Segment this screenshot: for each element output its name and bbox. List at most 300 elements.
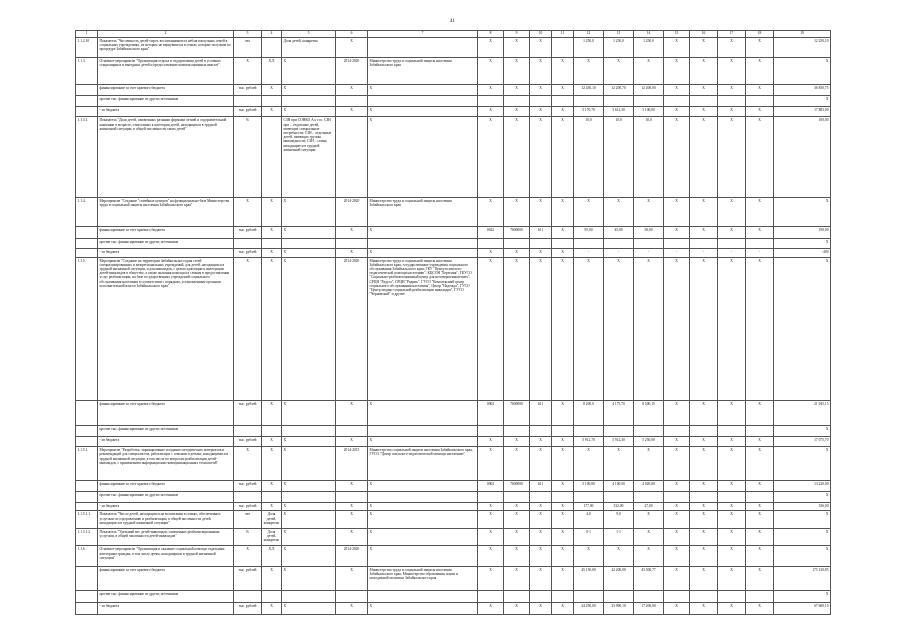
table-cell: Х [718, 117, 746, 198]
table-row [76, 238, 831, 248]
table-cell: 1 250,0 [604, 37, 634, 57]
table-cell: Х [262, 480, 282, 491]
table-cell: Х [574, 57, 604, 84]
table-cell: Х [478, 198, 504, 227]
table-cell: 1.1.5.1.1. [76, 511, 98, 529]
table-cell: 67 600,10 [774, 602, 831, 614]
table-row [76, 447, 831, 481]
table-cell: Х [746, 566, 774, 591]
table-cell: Х [262, 437, 282, 447]
table-cell: Х [718, 37, 746, 57]
table-cell: Х [282, 57, 336, 84]
table-cell: 5 250,00 [634, 437, 664, 447]
table-cell: Х [690, 401, 718, 426]
table-cell: Х [282, 528, 336, 546]
table-cell: Х [552, 602, 574, 614]
table-cell [552, 238, 574, 248]
table-cell: Х [478, 37, 504, 57]
table-cell: Показатель "Число детей, находящихся на воспитании в семьях, обеспеченных услугами по оздоровлению и реабилитации, в общей численности детей, находящихся в трудной жизненной ситуации" [98, 511, 234, 529]
table-cell: 1 250,0 [634, 37, 664, 57]
table-cell: Х [282, 107, 336, 117]
table-cell: Х [336, 248, 368, 257]
table-cell: Х [282, 480, 336, 491]
table-cell [76, 591, 98, 602]
table-cell: 4,0 [574, 511, 604, 529]
table-cell: Х [774, 57, 831, 84]
table-cell [76, 492, 98, 503]
table-cell: 5 912,70 [574, 437, 604, 447]
table-cell [552, 96, 574, 107]
table-cell [634, 425, 664, 436]
table-cell: прочие тыс. финансирование из других источников [98, 96, 234, 107]
table-cell [604, 96, 634, 107]
table-cell: Х [530, 198, 552, 227]
table-cell [718, 591, 746, 602]
table-cell: Х [368, 528, 478, 546]
table-cell: Х [664, 107, 690, 117]
table-cell: Х [478, 503, 504, 511]
table-cell: Министерство труда и социальной защиты населения Забайкальского края [368, 198, 478, 227]
table-cell: Х [774, 425, 831, 436]
table-cell: финансирование за счет краевого бюджета [98, 566, 234, 591]
table-cell [530, 238, 552, 248]
table-cell [76, 84, 98, 95]
table-cell: - [634, 248, 664, 257]
table-cell: 17 075,70 [774, 437, 831, 447]
table-cell: 100,00 [774, 117, 831, 198]
table-cell: Х [262, 84, 282, 95]
table-cell: тыс. рублей [234, 480, 262, 491]
table-cell: 12 250,10 [774, 37, 831, 57]
table-cell: тыс. рублей [234, 248, 262, 257]
table-cell: 1-1 [604, 528, 634, 546]
table-cell [690, 238, 718, 248]
table-cell: Х [664, 602, 690, 614]
table-cell [664, 492, 690, 503]
table-cell: Х [478, 84, 504, 95]
table-cell [368, 238, 478, 248]
table-cell: 7600000 [504, 401, 530, 426]
column-number-2: 2 [98, 31, 234, 38]
table-cell: Министерство труда и социальной защиты населения Забайкальского края [368, 57, 478, 84]
table-cell: Х [336, 503, 368, 511]
table-cell [76, 96, 98, 107]
table-cell: Х [478, 57, 504, 84]
table-cell [718, 492, 746, 503]
table-cell [282, 492, 336, 503]
table-cell: - [690, 248, 718, 257]
table-cell [262, 37, 282, 57]
table-cell: тыс. рублей [234, 107, 262, 117]
table-cell: Х [574, 546, 604, 566]
table-cell: Х,Х [262, 546, 282, 566]
table-cell: Х [368, 107, 478, 117]
table-cell [282, 96, 336, 107]
table-row [76, 437, 831, 447]
table-cell [478, 425, 504, 436]
table-cell: Х [718, 602, 746, 614]
table-cell: Показатель "Удельный вес детей-инвалидов, охваченных реабилитационными услугами, в общей численности детей-инвалидов" [98, 528, 234, 546]
table-cell [282, 238, 336, 248]
table-cell [282, 425, 336, 436]
table-cell: Х [282, 602, 336, 614]
table-cell: Х [664, 437, 690, 447]
table-cell [478, 492, 504, 503]
table-row [76, 257, 831, 401]
table-cell [76, 401, 98, 426]
table-cell [664, 96, 690, 107]
table-cell [746, 591, 774, 602]
table-cell: 36 850,75 [774, 84, 831, 95]
page-number: 41 [450, 19, 455, 24]
table-cell [604, 591, 634, 602]
table-row [76, 84, 831, 95]
table-cell [368, 37, 478, 57]
table-cell [634, 492, 664, 503]
table-cell: Х [504, 198, 530, 227]
table-cell: прочие тыс. финансирование из других источников [98, 492, 234, 503]
table-cell: Х [336, 437, 368, 447]
table-cell [664, 591, 690, 602]
table-cell: Х [746, 198, 774, 227]
table-cell: Х [718, 503, 746, 511]
table-cell: Х [552, 480, 574, 491]
table-cell: 0002 [478, 401, 504, 426]
table-cell: прочие тыс. финансирование из других источников [98, 591, 234, 602]
table-cell: 7600000 [504, 227, 530, 238]
column-number-6: 6 [336, 31, 368, 38]
table-row [76, 503, 831, 511]
table-cell: Х [504, 528, 530, 546]
table-cell [262, 96, 282, 107]
table-cell: 12 200,70 [604, 84, 634, 95]
table-cell [504, 96, 530, 107]
table-cell: Х [746, 480, 774, 491]
table-cell: 4 020,00 [634, 480, 664, 491]
table-cell: 2014-2020 [336, 546, 368, 566]
table-cell: 21 945,15 [774, 401, 831, 426]
table-cell [368, 591, 478, 602]
table-cell [634, 591, 664, 602]
table-cell: - из бюджета [98, 107, 234, 117]
table-cell: Х [690, 257, 718, 401]
table-cell: 12 200,00 [634, 84, 664, 95]
table-cell [504, 492, 530, 503]
table-cell [478, 96, 504, 107]
table-cell: Х [530, 511, 552, 529]
table-cell [634, 96, 664, 107]
table-cell: Мероприятие "Создание на территории Забайкальского края сетей специализированных и межрегиональных учреждений, для детей, находящихся в трудной жизненной ситуации, и для инвалидов, с целью адаптации и интеграции детей-инвалидов в общество, а также оказания помощи их семьям в предоставлении услуг реабилитации; на базе государственных учреждений социального обслуживания населения в соответствии с порядком, установленным органами исполнительной власти Забайкальского края" [98, 257, 234, 401]
table-cell [634, 238, 664, 248]
table-cell: Х [478, 546, 504, 566]
table-cell: Х [368, 546, 478, 566]
table-cell: Х [234, 257, 262, 401]
table-cell [604, 492, 634, 503]
table-cell: Х [530, 437, 552, 447]
table-cell: Х [478, 528, 504, 546]
table-cell: Х [234, 198, 262, 227]
table-cell: Х [262, 503, 282, 511]
table-cell: Х [664, 511, 690, 529]
table-cell [76, 227, 98, 238]
table-cell [262, 492, 282, 503]
table-cell: Х [262, 602, 282, 614]
table-cell: Х [604, 546, 634, 566]
table-cell: Х [504, 257, 530, 401]
table-cell: Х [262, 566, 282, 591]
table-cell: Х [552, 117, 574, 198]
table-cell: Х [336, 566, 368, 591]
table-cell [690, 425, 718, 436]
table-cell: 175 130,85 [774, 566, 831, 591]
table-cell: - [574, 248, 604, 257]
table-cell: Х [664, 546, 690, 566]
table-cell: Х [690, 503, 718, 511]
table-cell [282, 591, 336, 602]
table-cell: 2014-2020 [336, 198, 368, 227]
table-cell: Х [690, 566, 718, 591]
table-cell [76, 480, 98, 491]
table-cell: Доля детей, конкретно [282, 37, 336, 57]
table-cell: Х [262, 447, 282, 481]
table-cell: Х [718, 480, 746, 491]
table-cell: - из бюджета [98, 248, 234, 257]
table-cell: 0002 [478, 480, 504, 491]
table-cell [746, 492, 774, 503]
table-cell: Х [604, 57, 634, 84]
table-cell [574, 591, 604, 602]
table-cell [368, 96, 478, 107]
table-cell: Х [690, 447, 718, 481]
table-cell: Х [690, 480, 718, 491]
table-cell: Х [336, 84, 368, 95]
table-cell: 5 100,00 [574, 480, 604, 491]
table-row [76, 107, 831, 117]
table-cell: Х [746, 546, 774, 566]
table-cell: Х [604, 447, 634, 481]
table-row [76, 492, 831, 503]
table-cell: Х [504, 566, 530, 591]
table-cell [262, 117, 282, 198]
table-cell: Основное мероприятие "Организация и оказание социальной помощи отдельным категориям граждан, в том числе детям, находящимся в трудной жизненной ситуации" [98, 546, 234, 566]
table-cell: Х [690, 107, 718, 117]
table-cell: Х [282, 401, 336, 426]
table-cell: Х [336, 37, 368, 57]
table-cell: тыс. рублей [234, 566, 262, 591]
table-cell [718, 96, 746, 107]
table-cell: Х [664, 227, 690, 238]
table-cell [746, 96, 774, 107]
table-cell [76, 437, 98, 447]
table-cell: Х [504, 107, 530, 117]
table-cell: 10,0 [604, 117, 634, 198]
table-cell: Х [282, 257, 336, 401]
table-cell: Х [718, 566, 746, 591]
column-number-1: 1 [76, 31, 98, 38]
table-cell: тыс. рублей [234, 602, 262, 614]
table-cell: Х [746, 117, 774, 198]
table-cell: Х [336, 528, 368, 546]
table-cell [604, 425, 634, 436]
table-cell [478, 591, 504, 602]
table-cell: Х [262, 198, 282, 227]
table-cell: Министерство труда и социальной защиты населения Забайкальского края, Министерство образования, науки и молодежной политики Забайкальского края [368, 566, 478, 591]
table-cell [76, 238, 98, 248]
table-cell: Х [282, 503, 336, 511]
table-cell: Х [504, 57, 530, 84]
table-cell: Х [552, 107, 574, 117]
table-cell: Х [552, 84, 574, 95]
table-cell: Х [664, 57, 690, 84]
table-cell: Х [690, 57, 718, 84]
table-cell: 7600000 [504, 480, 530, 491]
table-cell: 2014-2015 [336, 447, 368, 481]
table-cell: Х [574, 447, 604, 481]
table-cell: 1.1.2.10 [76, 37, 98, 57]
table-row [76, 602, 831, 614]
table-cell: Х [634, 198, 664, 227]
table-cell: Х [774, 492, 831, 503]
table-cell: 2014-2020 [336, 57, 368, 84]
budget-table [75, 30, 831, 615]
table-cell [478, 238, 504, 248]
table-cell: Х [634, 57, 664, 84]
table-cell: Х [774, 511, 831, 529]
table-row [76, 480, 831, 491]
table-cell: 1.1.3. [76, 57, 98, 84]
table-cell: 10,0 [574, 117, 604, 198]
table-cell: Х [368, 503, 478, 511]
table-cell: Х [746, 257, 774, 401]
table-cell: Х [718, 528, 746, 546]
table-cell [262, 591, 282, 602]
table-cell: тыс. рублей [234, 84, 262, 95]
column-number-3: 3 [234, 31, 262, 38]
table-cell: Х [504, 503, 530, 511]
table-cell: 5 170,70 [574, 107, 604, 117]
table-cell: Х [530, 602, 552, 614]
table-cell: Х [478, 257, 504, 401]
table-cell: Х [574, 198, 604, 227]
table-cell: Х [504, 37, 530, 57]
table-row [76, 401, 831, 426]
table-cell [574, 238, 604, 248]
table-cell: Х [552, 566, 574, 591]
table-cell: Х [774, 528, 831, 546]
table-cell: Х [690, 437, 718, 447]
table-cell: Х [746, 503, 774, 511]
table-cell: - из бюджета [98, 437, 234, 447]
table-cell: Х [552, 511, 574, 529]
table-row [76, 96, 831, 107]
table-cell: Х [262, 401, 282, 426]
table-cell: % [234, 117, 262, 198]
table-cell: Х [746, 602, 774, 614]
table-cell: Х [504, 117, 530, 198]
table-cell [76, 566, 98, 591]
table-cell: Х [552, 437, 574, 447]
table-cell: Х [746, 84, 774, 95]
table-cell: Х [634, 546, 664, 566]
table-cell: Х [262, 227, 282, 238]
table-cell: Х [368, 117, 478, 198]
table-cell: 95,00 [574, 227, 604, 238]
table-cell: Х [664, 37, 690, 57]
table-cell: 177,00 [574, 503, 604, 511]
table-row [76, 591, 831, 602]
table-cell: 9,0 [604, 511, 634, 529]
table-cell: 4 175,70 [604, 401, 634, 426]
table-cell: - [718, 248, 746, 257]
table-cell: 5 912,30 [604, 437, 634, 447]
table-cell: Х [664, 401, 690, 426]
table-cell: 23 900,10 [604, 602, 634, 614]
column-number-19: 19 [774, 31, 831, 38]
table-cell [368, 492, 478, 503]
column-number-12: 12 [574, 31, 604, 38]
table-cell: Х [774, 198, 831, 227]
table-cell: Х [690, 546, 718, 566]
table-cell: Х [746, 528, 774, 546]
table-cell [234, 492, 262, 503]
table-cell [262, 238, 282, 248]
table-cell: Х [552, 57, 574, 84]
table-cell: Х [282, 198, 336, 227]
table-cell: Доля детей, конкретно [262, 528, 282, 546]
table-cell: Х [368, 84, 478, 95]
table-cell [234, 591, 262, 602]
table-cell: чел [234, 37, 262, 57]
table-cell: Х [774, 96, 831, 107]
table-cell: Х [530, 503, 552, 511]
table-cell: Х [664, 198, 690, 227]
table-row [76, 37, 831, 57]
table-cell: Х [282, 227, 336, 238]
table-cell: Х [746, 511, 774, 529]
table-cell: Х [336, 480, 368, 491]
table-row [76, 511, 831, 529]
table-cell: тыс. рублей [234, 227, 262, 238]
table-cell: Х [604, 198, 634, 227]
table-cell: Х [530, 248, 552, 257]
table-cell: чел [234, 511, 262, 529]
table-cell: Х [478, 602, 504, 614]
table-cell: Х [368, 480, 478, 491]
table-cell: Х [530, 117, 552, 198]
table-cell: Х [368, 437, 478, 447]
table-cell: 43 500,77 [634, 566, 664, 591]
table-cell: Х [282, 248, 336, 257]
table-cell: Х [774, 546, 831, 566]
table-cell: Министерство социальной защиты населения Забайкальского края, ГУСО "Центр психолого-педагогической помощи населению" [368, 447, 478, 481]
table-body [76, 31, 831, 615]
column-number-5: 5 [282, 31, 336, 38]
table-cell [574, 96, 604, 107]
table-cell: 611 [530, 480, 552, 491]
table-cell: Х [718, 198, 746, 227]
table-cell: Х [718, 447, 746, 481]
table-cell: Х [746, 107, 774, 117]
table-cell [690, 591, 718, 602]
table-cell: 8 200,0 [574, 401, 604, 426]
table-cell: Х [336, 602, 368, 614]
table-cell: 27,00 [634, 503, 664, 511]
column-number-13: 13 [604, 31, 634, 38]
table-cell: Х [530, 257, 552, 401]
table-cell: 0022 [478, 227, 504, 238]
table-cell [504, 591, 530, 602]
table-cell: 10,0 [634, 117, 664, 198]
